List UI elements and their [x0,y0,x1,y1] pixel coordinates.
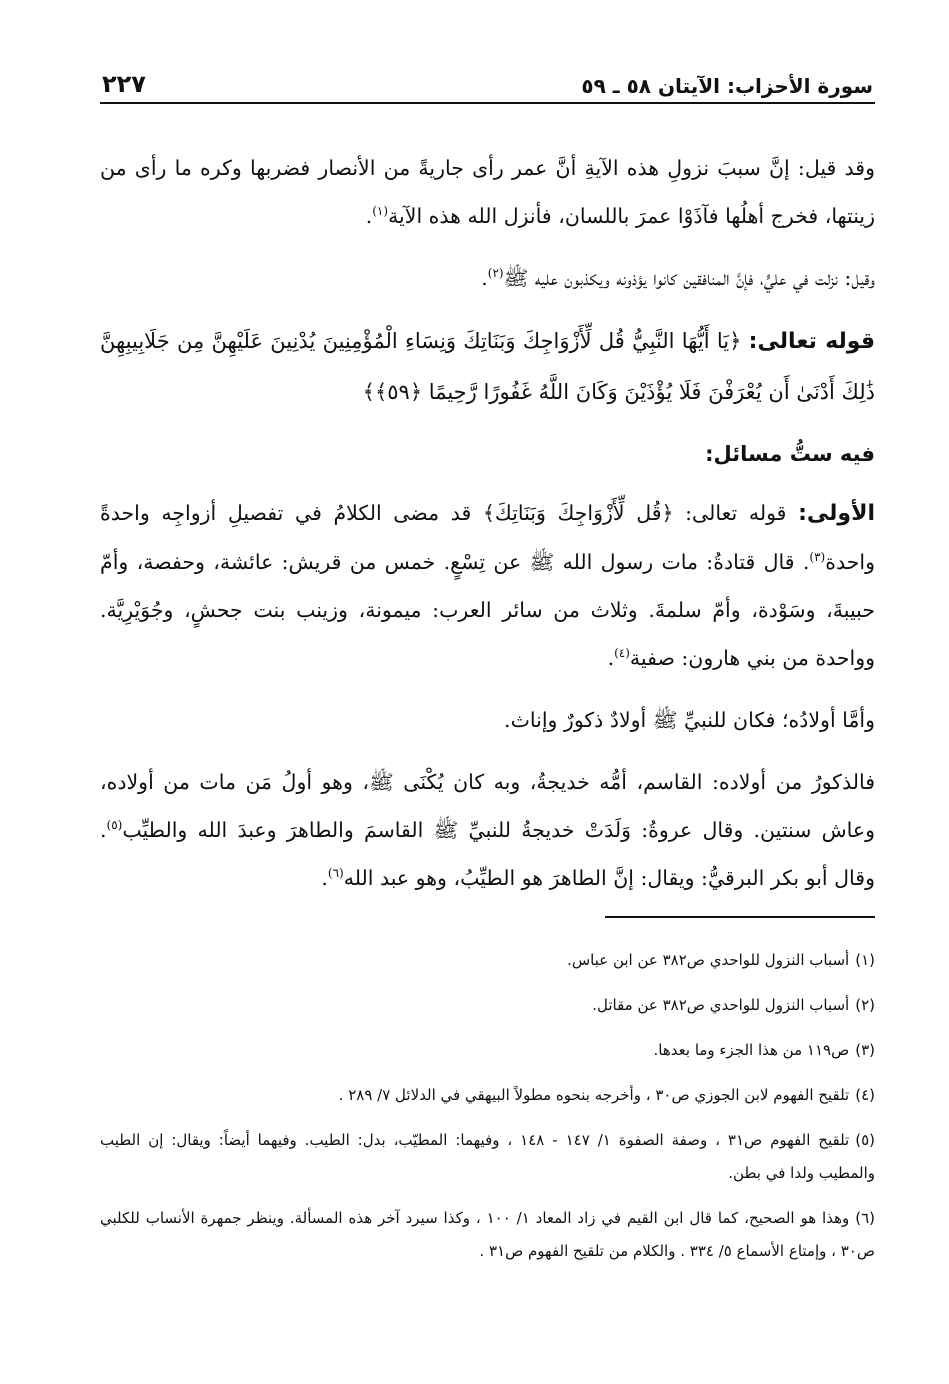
issue-lead: الأولى: [798,501,875,526]
section-heading: فيه ستُّ مسائل: [705,442,875,466]
footnote-number: (١) [855,951,875,969]
footnote-ref[interactable]: (٤) [614,646,630,661]
footnote-number: (٦) [855,1209,876,1227]
running-title: سورة الأحزاب: الآيتان ٥٨ ـ ٥٩ [581,74,873,98]
paragraph-end: . [481,266,488,290]
footnotes [100,944,875,1268]
footnote-ref[interactable]: (٣) [809,550,826,565]
footnote-item [100,1202,875,1268]
paragraph-children: وأمَّا أولادُه؛ فكان للنبيِّ ﷺ أولادٌ ذكورٌ وإناث. [504,708,875,732]
book-page [100,58,875,1280]
paragraph-end: . [321,866,328,890]
paragraph-end: . [365,204,373,228]
paragraph-text: قوله تعالى: ﴿قُل لِّأَزْوَاجِكَ وَبَنَاتِكَ﴾ قد مضى الكلامُ في تفصيلِ أزواجِه واحدةً واحدة [100,501,875,574]
paragraph-text: فالذكورُ من أولاده: القاسم، أمُّه خديجةُ، وبه كان يُكْنَى ﷺ، وهو أولُ مَن مات من أولاده، وعاش سنتين. وقال عروةُ: وَلَدَتْ خديجةُ للنبيِّ ﷺ القاسمَ والطاهرَ وعبدَ الله والطيِّب [100,770,875,842]
paragraph-end: . [607,646,615,670]
footnote-text: تلقيح الفهوم ص٣١ ، وصفة الصفوة ١/ ١٤٧ - ١٤٨ ، وفيهما: المطيّب، بدل: الطيب. وفيهما أيضاً: ويقال: إن الطيب والمطيب ولدا في بطن. [100,1131,875,1182]
footnote-ref[interactable]: (٥) [106,818,123,833]
footnote-item [100,1124,875,1190]
footnote-item [100,1034,875,1067]
footnote-number: (٣) [855,1041,875,1059]
footnote-number: (٥) [855,1131,876,1149]
footnote-ref[interactable]: (١) [372,204,389,219]
main-text [100,144,875,902]
footnote-item [100,1079,875,1112]
paragraph-revelation-cause [100,144,875,240]
footnote-text: تلقيح الفهوم لابن الجوزي ص٣٠ ، وأخرجه بنحوه مطولاً البيهقي في الدلائل ٧/ ٢٨٩ . [338,1086,850,1104]
footnote-text: ص١١٩ من هذا الجزء وما بعدها. [653,1041,850,1059]
paragraph-male-children [100,758,875,902]
footnote-number: (٤) [855,1086,875,1104]
paragraph-text: . قال قتادةُ: مات رسول الله ﷺ عن تِسْعٍ. خمس من قريش: عائشة، وحفصة، وأمّ حبيبةَ، وسَوْدة، وأمّ سلمةَ. وثلاث من سائر العرب: ميمونة، وزينب بنت جحشٍ، وجُوَيْرِيَّة. وواحدة من بني هارون: صفية [100,550,875,670]
paragraph-text: . وقال أبو بكر البرقيُّ: ويقال: إنَّ الطاهرَ هو الطيِّبُ، وهو عبد الله [100,818,875,890]
footnote-divider [605,916,875,918]
verse-text: ﴿يَا أَيُّهَا النَّبِيُّ قُل لِّأَزْوَاجِكَ وَبَنَاتِكَ وَنِسَاءِ الْمُؤْمِنِينَ يُدْنِينَ عَلَيْهِنَّ مِن جَلَابِيبِهِنَّ ذَٰلِكَ أَدْنَىٰ أَن يُعْرَفْنَ فَلَا يُؤْذَيْنَ وَكَانَ اللَّهُ غَفُورًا رَّحِيمًا ﴿٥٩﴾﴾ [100,329,875,404]
footnote-ref[interactable]: (٦) [327,866,344,881]
footnote-text: أسباب النزول للواحدي ص٣٨٢ عن مقاتل. [592,996,850,1014]
verse-block [100,316,875,417]
paragraph-text: وقيل: نزلت في عليٍّ، فإنَّ المنافقين كانوا يؤذونه ويكذبون عليه ﷺ [503,266,875,290]
footnote-item [100,944,875,977]
page-header [100,58,875,104]
paragraph-text: وقد قيل: إنَّ سببَ نزولِ هذه الآيةِ أنَّ عمر رأى جاريةً من الأنصار فضربها وكره ما رأى من زينتها، فخرج أهلُها فآذَوْا عمرَ باللسان، فأنزل الله هذه الآية [100,156,875,228]
page-number: ٢٢٧ [102,70,146,98]
footnote-text: وهذا هو الصحيح، كما قال ابن القيم في زاد المعاد ١/ ١٠٠ ، وكذا سيرد آخر هذه المسألة. وينظر جمهرة الأنساب للكلبي ص٣٠ ، وإمتاع الأسماع ٥/ ٣٣٤ . والكلام من تلقيح الفهوم ص٣١ . [100,1209,875,1260]
paragraph-first-issue [100,489,875,682]
footnote-ref[interactable]: (٢) [487,266,504,281]
footnote-text: أسباب النزول للواحدي ص٣٨٢ عن ابن عباس. [567,951,850,969]
paragraph-alternative-cause [100,254,875,302]
footnote-item [100,989,875,1022]
verse-lead: قوله تعالى: [748,329,875,354]
footnote-number: (٢) [855,996,875,1014]
